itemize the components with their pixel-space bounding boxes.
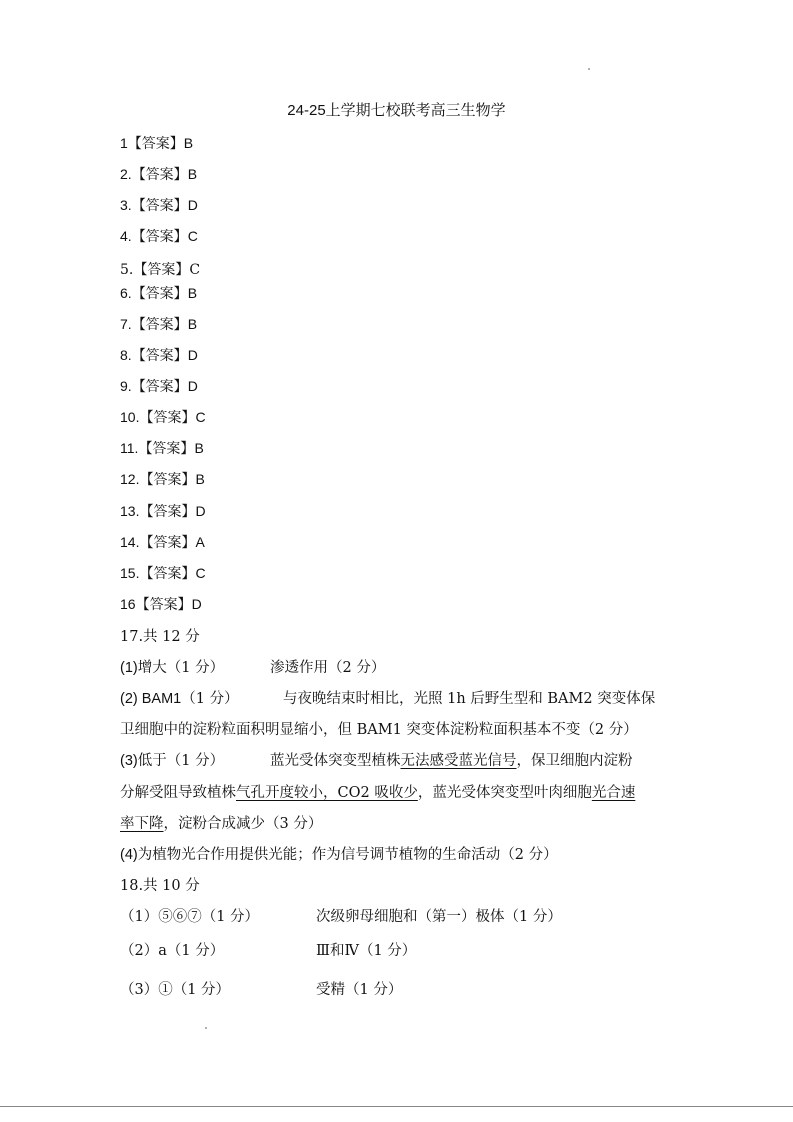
q18-row3-b: 受精（1 分） xyxy=(316,982,403,998)
answer-row: 10.【答案】C xyxy=(120,409,206,426)
scan-speck xyxy=(205,1027,207,1029)
q17-part2-text: 与夜晚结束时相比，光照 1h 后野生型和 BAM2 突变体保 xyxy=(283,691,656,707)
q18-row2-b: Ⅲ和Ⅳ（1 分） xyxy=(316,943,417,959)
answer-row: 12.【答案】B xyxy=(120,471,205,488)
q17-part1-b: 渗透作用（2 分） xyxy=(270,660,386,676)
answer-row: 5.【答案】C xyxy=(120,262,201,278)
answer-row: 13.【答案】D xyxy=(120,503,206,520)
answer-row: 7.【答案】B xyxy=(120,316,198,333)
q17-part1: (1)增大（1 分） xyxy=(120,660,225,676)
q17-part4: (4)为植物光合作用提供光能；作为信号调节植物的生命活动（2 分） xyxy=(120,847,558,863)
answer-row: 9.【答案】D xyxy=(120,378,198,395)
scan-speck xyxy=(588,68,590,70)
answer-row: 1【答案】B xyxy=(120,135,194,152)
q18-row3-a: （3）①（1 分） xyxy=(120,982,231,998)
q17-part2-num: (2) BAM1（1 分） xyxy=(120,691,239,707)
q18-row2-a: （2）a（1 分） xyxy=(120,943,225,959)
answer-row: 4.【答案】C xyxy=(120,228,198,245)
q17-part3-line3: 率下降，淀粉合成减少（3 分） xyxy=(120,816,323,832)
answer-row: 3.【答案】D xyxy=(120,197,198,214)
q18-row1-a: （1）⑤⑥⑦（1 分） xyxy=(120,909,260,925)
page-bottom-edge xyxy=(0,1106,793,1107)
answer-row: 14.【答案】A xyxy=(120,534,205,551)
q18-header: 18.共 10 分 xyxy=(120,878,200,894)
q17-part3-line1: 蓝光受体突变型植株无法感受蓝光信号，保卫细胞内淀粉 xyxy=(270,753,633,769)
q17-part2-line2: 卫细胞中的淀粉粒面积明显缩小，但 BAM1 突变体淀粉粒面积基本不变（2 分） xyxy=(120,722,638,738)
q18-row1-b: 次级卵母细胞和（第一）极体（1 分） xyxy=(316,909,562,925)
answer-row: 8.【答案】D xyxy=(120,347,198,364)
q17-part3-line2: 分解受阻导致植株气孔开度较小，CO2 吸收少，蓝光受体突变型叶肉细胞光合速 xyxy=(120,785,636,801)
answer-row: 6.【答案】B xyxy=(120,285,198,302)
q17-header: 17.共 12 分 xyxy=(120,629,200,645)
answer-row: 16【答案】D xyxy=(120,596,202,613)
answer-row: 15.【答案】C xyxy=(120,565,206,582)
page-title: 24-25上学期七校联考高三生物学 xyxy=(287,101,506,119)
answer-row: 2.【答案】B xyxy=(120,166,198,183)
answer-row: 11.【答案】B xyxy=(120,440,204,457)
q17-part3-num: (3)低于（1 分） xyxy=(120,753,225,769)
